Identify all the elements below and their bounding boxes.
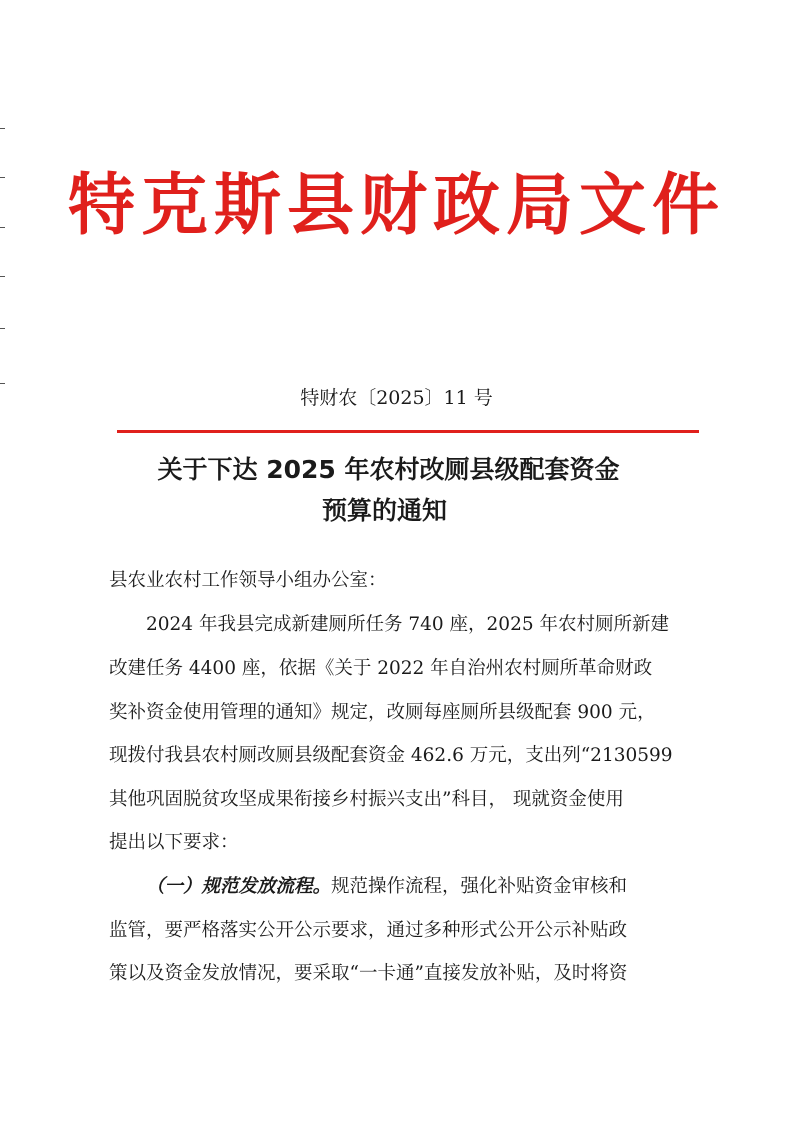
- document-number: 特财农〔2025〕11 号: [300, 387, 493, 409]
- margin-tick: [0, 328, 5, 329]
- notice-title-line2: 预算的通知: [321, 496, 447, 525]
- margin-tick: [0, 128, 5, 129]
- paragraph-line: 监管，要严格落实公开公示要求，通过多种形式公开公示补贴政: [109, 920, 628, 941]
- section1-heading: （一）规范发放流程。: [146, 876, 332, 897]
- paragraph-line: 2024 年我县完成新建厕所任务 740 座，2025 年农村厕所新建: [146, 614, 669, 635]
- paragraph-line: 奖补资金使用管理的通知》规定，改厕每座厕所县级配套 900 元，: [109, 702, 656, 723]
- paragraph-line: 其他巩固脱贫攻坚成果衔接乡村振兴支出”科目， 现就资金使用: [109, 789, 624, 810]
- document-header-title: 特克斯县财政局文件: [68, 166, 725, 244]
- paragraph-line: 策以及资金发放情况，要采取“一卡通”直接发放补贴，及时将资: [109, 963, 628, 984]
- paragraph-line: 提出以下要求：: [109, 832, 239, 853]
- notice-title-line1: 关于下达 2025 年农村改厕县级配套资金: [157, 455, 620, 484]
- margin-tick: [0, 276, 5, 277]
- paragraph-line: 现拨付我县农村厕改厕县级配套资金 462.6 万元，支出列“2130599: [109, 745, 673, 766]
- paragraph-line: 改建任务 4400 座，依据《关于 2022 年自治州农村厕所革命财政: [109, 658, 653, 679]
- section1-text: 规范操作流程，强化补贴资金审核和: [331, 876, 628, 897]
- addressee: 县农业农村工作领导小组办公室：: [109, 570, 387, 591]
- section1-first-line: [146, 873, 746, 901]
- red-divider-line: [117, 430, 699, 433]
